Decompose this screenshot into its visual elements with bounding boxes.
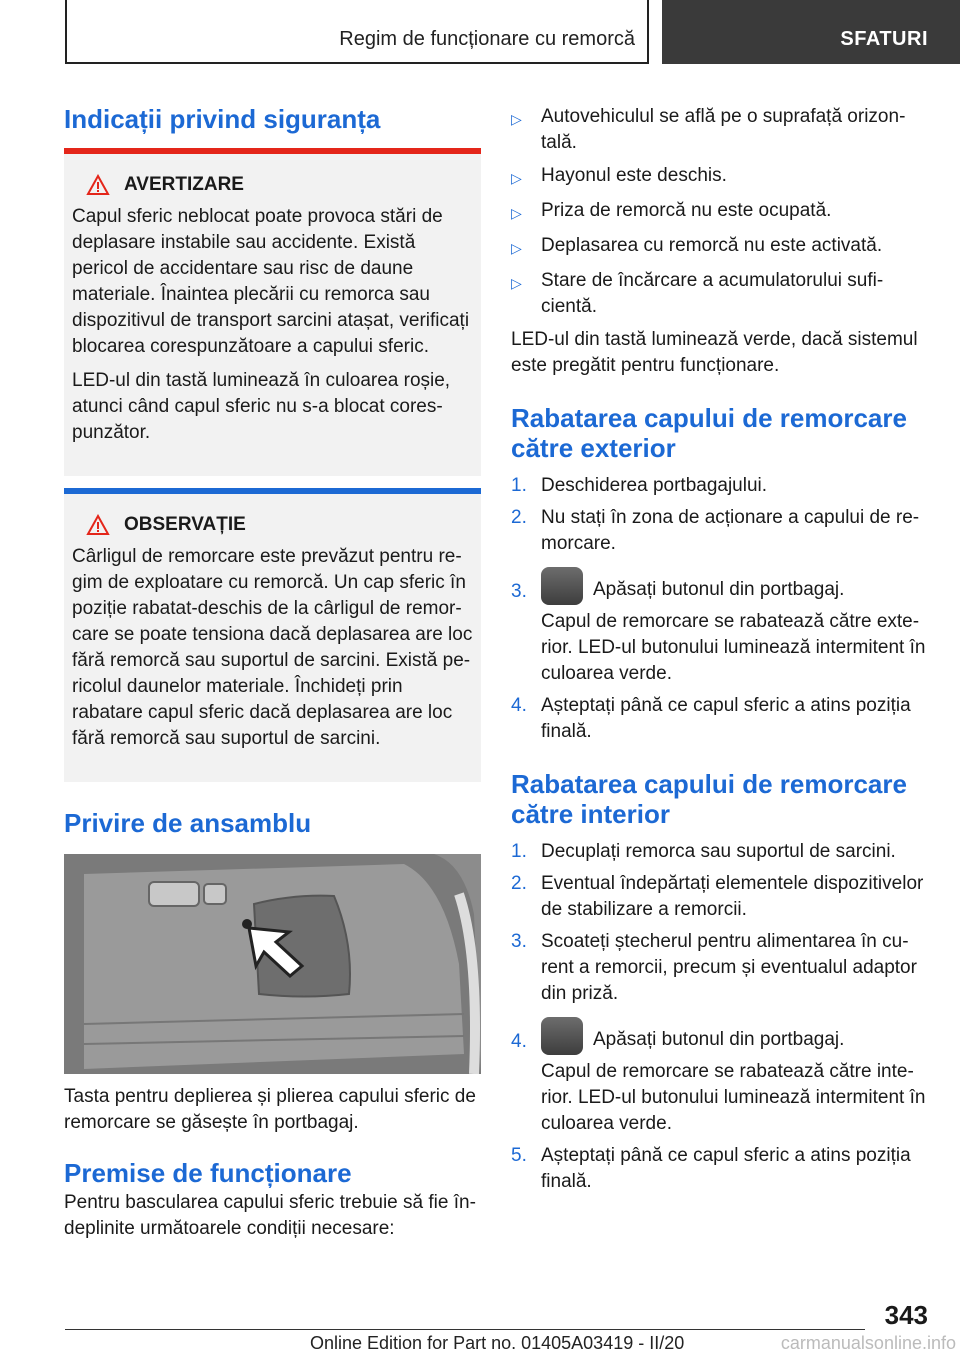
list-item: ▷ Stare de încărcare a acumulatorului suficientă.: [511, 268, 931, 320]
trunk-button-icon: [541, 1017, 583, 1055]
fold-in-heading: Rabatarea capului de remorcare către interior: [511, 769, 907, 829]
overview-caption: Tasta pentru deplierea și plierea capului sferic de remorcare se găsește în portbagaj.: [64, 1086, 476, 1133]
notice-title: OBSERVAȚIE: [124, 514, 246, 535]
overview-heading: Privire de ansamblu: [64, 808, 312, 838]
trunk-illustration: [64, 854, 481, 1074]
left-column: [64, 100, 481, 1242]
list-item: 3. Apăsați butonul din portbagaj. Capul de remorcare se rabatează către exterior. LED-ul butonului luminează intermitent în culoarea verde.: [511, 567, 931, 687]
header-tab-label: SFATURI: [840, 28, 928, 50]
triangle-bullet-icon: ▷: [511, 275, 522, 291]
list-item: 3. Scoateți ștecherul pentru alimentarea în curent a remorcii, precum și eventualul adaptor din priză.: [511, 931, 917, 1004]
warning-text-1: Capul sferic neblocat poate provoca stări de deplasare instabile sau accidente. Există pericol de accidentare sau risc de daune materiale. Înaintea plecării cu remorca sau dispozitivul de transport sarcini atașat, verificați blocarea corespunzătoare a capului sferic.: [72, 206, 470, 357]
safety-heading: Indicații privind siguranța: [64, 104, 381, 134]
triangle-bullet-icon: ▷: [511, 240, 522, 256]
header-tab[interactable]: [662, 0, 960, 64]
footer-divider: [65, 1329, 865, 1330]
list-item: 4. Apăsați butonul din portbagaj. Capul de remorcare se rabatează către interior. LED-ul butonului luminează intermitent în culoarea verde.: [511, 1017, 931, 1137]
header-section-title: Regim de funcționare cu remorcă: [339, 28, 635, 50]
list-item: 2. Nu stați în zona de acționare a capului de remorcare.: [511, 507, 920, 554]
trunk-button-icon: [541, 567, 583, 605]
notice-box: [64, 494, 481, 782]
list-item: ▷ Priza de remorcă nu este ocupată.: [511, 198, 931, 226]
triangle-bullet-icon: ▷: [511, 111, 522, 127]
list-item: 1. Decuplați remorca sau suportul de sarcini.: [511, 841, 896, 862]
conditions-list: [511, 104, 931, 320]
list-item: ▷ Autovehiculul se află pe o suprafață orizontală.: [511, 104, 931, 156]
list-item: ▷ Deplasarea cu remorcă nu este activată.: [511, 233, 931, 261]
list-item: ▷ Hayonul este deschis.: [511, 163, 931, 191]
triangle-bullet-icon: ▷: [511, 170, 522, 186]
footer-edition: Online Edition for Part no. 01405A03419 - II/20: [310, 1333, 685, 1353]
warning-text-2: LED-ul din tastă luminează în culoarea roșie, atunci când capul sferic nu s-a blocat corespunzător.: [72, 370, 451, 443]
fold-in-steps: [511, 839, 931, 1195]
notice-text: Cârligul de remorcare este prevăzut pentru regim de exploatare cu remorcă. Un cap sferic în poziție rabatat-deschis de la cârligul de remorcare se poate tensiona dacă deplasarea are loc fără remorcă sau suportul de sarcini. Există pericolul daunelor materiale. Închideți prin rabatare capul sferic dacă deplasarea are loc fără remorcă sau suportul de sarcini.: [72, 546, 473, 749]
list-item: 1. Deschiderea portbagajului.: [511, 475, 768, 496]
led-note: LED-ul din tastă luminează verde, dacă sistemul este pregătit pentru funcționare.: [511, 329, 918, 376]
fold-out-heading: Rabatarea capului de remorcare către exterior: [511, 403, 907, 463]
warning-title: AVERTIZARE: [124, 174, 244, 195]
notice-triangle-icon: [86, 514, 110, 536]
warning-triangle-icon: [86, 174, 110, 196]
right-column: [511, 100, 931, 1201]
premise-text: Pentru bascularea capului sferic trebuie să fie îndeplinite următoarele condiții necesare:: [64, 1192, 476, 1239]
page-number: 343: [884, 1300, 928, 1330]
warning-box: [64, 154, 481, 476]
list-item: 2. Eventual îndepărtați elementele dispozitivelor de stabilizare a remorcii.: [511, 873, 924, 920]
premise-heading: Premise de funcționare: [64, 1158, 352, 1188]
trunk-button-illustration: [64, 854, 481, 1074]
triangle-bullet-icon: ▷: [511, 205, 522, 221]
list-item: 5. Așteptați până ce capul sferic a atins poziția finală.: [511, 1145, 911, 1192]
header-section-box: [65, 0, 649, 64]
watermark: carmanualsonline.info: [780, 1333, 956, 1353]
fold-out-steps: [511, 473, 931, 745]
list-item: 4. Așteptați până ce capul sferic a atins poziția finală.: [511, 695, 911, 742]
